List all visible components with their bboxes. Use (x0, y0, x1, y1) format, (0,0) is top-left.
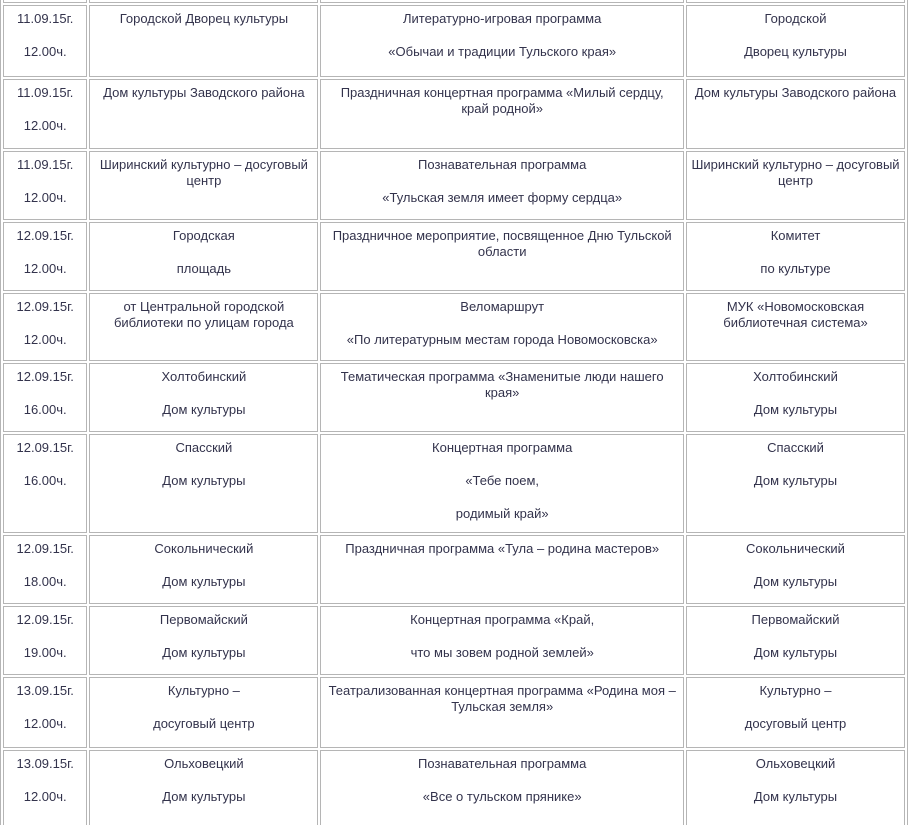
cell-venue (89, 293, 318, 361)
organizer-text: Холтобинский (753, 369, 838, 384)
venue-text: Ширинский культурно – досуговый центр (99, 157, 308, 188)
datetime-text: 12.00ч. (23, 716, 67, 731)
cell-datetime (3, 293, 87, 361)
venue-text: Дом культуры (162, 402, 246, 417)
cell-program (320, 677, 684, 748)
program-text: Театрализованная концертная программа «Родина моя – Тульская земля» (328, 683, 676, 714)
cell-program (320, 151, 684, 220)
program-text: Литературно-игровая программа (403, 11, 602, 26)
venue-text: от Центральной городской библиотеки по улицам города (113, 299, 294, 330)
cell-datetime (3, 222, 87, 291)
datetime-text: 12.09.15г. (16, 299, 74, 314)
table-row (3, 677, 905, 748)
cell-datetime (3, 79, 87, 149)
datetime-text: 12.00ч. (23, 789, 67, 804)
cell-organizer-partial (686, 0, 905, 3)
datetime-text: 12.09.15г. (16, 612, 74, 627)
cell-organizer (686, 434, 905, 533)
datetime-text: 18.00ч. (23, 574, 67, 589)
cell-datetime (3, 151, 87, 220)
table-row (3, 79, 905, 149)
cell-program (320, 79, 684, 149)
datetime-text: 11.09.15г. (16, 157, 74, 172)
cell-datetime (3, 434, 87, 533)
cell-datetime (3, 677, 87, 748)
program-text: «Обычаи и традиции Тульского края» (388, 44, 617, 59)
cell-program (320, 750, 684, 825)
organizer-text: Дом культуры (753, 473, 838, 488)
venue-text: Дом культуры (162, 789, 246, 804)
cell-program (320, 363, 684, 432)
program-text: Познавательная программа (418, 756, 587, 771)
organizer-text: Городской (764, 11, 827, 26)
cell-venue (89, 79, 318, 149)
datetime-text: 16.00ч. (23, 473, 67, 488)
venue-text: Дом культуры Заводского района (103, 85, 305, 100)
datetime-text: 12.00ч. (23, 190, 67, 205)
cell-program (320, 535, 684, 604)
cell-organizer (686, 677, 905, 748)
table-row (3, 222, 905, 291)
program-text: «Тебе поем, (465, 473, 540, 488)
cell-datetime (3, 750, 87, 825)
table-row (3, 750, 905, 825)
datetime-text: 12.09.15г. (16, 541, 74, 556)
cell-venue (89, 222, 318, 291)
datetime-text: 19.00ч. (23, 645, 67, 660)
table-row (3, 535, 905, 604)
venue-text: Холтобинский (161, 369, 247, 384)
venue-text: Городской Дворец культуры (119, 11, 289, 26)
cell-venue-partial (89, 0, 318, 3)
table-row (3, 293, 905, 361)
venue-text: Дом культуры (162, 645, 246, 660)
datetime-text: 12.00ч. (23, 332, 67, 347)
cell-organizer (686, 79, 905, 149)
organizer-text: Спасский (767, 440, 824, 455)
program-text: Праздничная концертная программа «Милый сердцу, край родной» (340, 85, 664, 116)
cell-venue (89, 5, 318, 77)
cell-program (320, 434, 684, 533)
organizer-text: Первомайский (751, 612, 840, 627)
cell-venue (89, 363, 318, 432)
datetime-text: 11.09.15г. (16, 11, 74, 26)
venue-text: Спасский (175, 440, 233, 455)
table-row (3, 151, 905, 220)
cell-organizer (686, 606, 905, 675)
cell-organizer (686, 363, 905, 432)
organizer-text: Дом культуры (753, 789, 838, 804)
venue-text: Городская (172, 228, 235, 243)
venue-text: досуговый центр (153, 716, 255, 731)
datetime-text: 13.09.15г. (16, 683, 74, 698)
datetime-text: 11.09.15г. (16, 85, 74, 100)
cell-organizer (686, 151, 905, 220)
cell-venue (89, 151, 318, 220)
organizer-text: Сокольнический (746, 541, 845, 556)
cell-datetime-partial (3, 0, 87, 3)
cell-datetime (3, 535, 87, 604)
cell-organizer (686, 750, 905, 825)
program-text: Концертная программа (432, 440, 573, 455)
cell-program (320, 606, 684, 675)
organizer-text: Дом культуры (753, 402, 838, 417)
program-text: Праздничное мероприятие, посвященное Дню Тульской области (332, 228, 672, 259)
datetime-text: 12.00ч. (23, 118, 67, 133)
datetime-text: 13.09.15г. (16, 756, 74, 771)
cell-venue (89, 606, 318, 675)
cell-organizer (686, 5, 905, 77)
cell-program (320, 222, 684, 291)
table-row-partial-top (3, 0, 905, 3)
organizer-text: по культуре (760, 261, 831, 276)
table-row (3, 5, 905, 77)
venue-text: Дом культуры (162, 473, 246, 488)
cell-venue (89, 535, 318, 604)
program-text: Тематическая программа «Знаменитые люди нашего края» (340, 369, 664, 400)
organizer-text: Дворец культуры (744, 44, 847, 59)
program-text: «Тульская земля имеет форму сердца» (382, 190, 623, 205)
organizer-text: досуговый центр (744, 716, 847, 731)
program-text: «Все о тульском прянике» (422, 789, 582, 804)
venue-text: Сокольнический (154, 541, 254, 556)
table-row (3, 606, 905, 675)
venue-text: Первомайский (159, 612, 248, 627)
organizer-text: Ольховецкий (755, 756, 836, 771)
venue-text: Культурно – (167, 683, 240, 698)
program-text: родимый край» (455, 506, 549, 521)
venue-text: Дом культуры (162, 574, 246, 589)
datetime-text: 12.09.15г. (16, 440, 74, 455)
table-body (3, 0, 905, 825)
datetime-text: 16.00ч. (23, 402, 67, 417)
program-text: Познавательная программа (418, 157, 587, 172)
cell-organizer (686, 222, 905, 291)
cell-datetime (3, 363, 87, 432)
cell-organizer (686, 535, 905, 604)
cell-datetime (3, 5, 87, 77)
organizer-text: Ширинский культурно – досуговый центр (691, 157, 900, 188)
organizer-text: Культурно – (759, 683, 832, 698)
cell-program (320, 5, 684, 77)
datetime-text: 12.00ч. (23, 44, 67, 59)
venue-text: Ольховецкий (164, 756, 244, 771)
organizer-text: Комитет (770, 228, 821, 243)
table-row (3, 434, 905, 533)
program-text: Веломаршрут (460, 299, 545, 314)
venue-text: площадь (176, 261, 232, 276)
cell-program-partial (320, 0, 684, 3)
cell-datetime (3, 606, 87, 675)
organizer-text: Дом культуры (753, 574, 838, 589)
organizer-text: Дом культуры (753, 645, 838, 660)
organizer-text: МУК «Новомосковская библиотечная система» (723, 299, 868, 330)
table-row (3, 363, 905, 432)
program-text: Концертная программа «Край, (410, 612, 595, 627)
datetime-text: 12.09.15г. (16, 228, 74, 243)
datetime-text: 12.09.15г. (16, 369, 74, 384)
program-text: что мы зовем родной землей» (410, 645, 594, 660)
cell-venue (89, 677, 318, 748)
organizer-text: Дом культуры Заводского района (694, 85, 897, 100)
cell-organizer (686, 293, 905, 361)
cell-program (320, 293, 684, 361)
program-text: Праздничная программа «Тула – родина мастеров» (345, 541, 660, 556)
cell-venue (89, 434, 318, 533)
cell-venue (89, 750, 318, 825)
datetime-text: 12.00ч. (23, 261, 67, 276)
program-text: «По литературным местам города Новомосковска» (346, 332, 658, 347)
